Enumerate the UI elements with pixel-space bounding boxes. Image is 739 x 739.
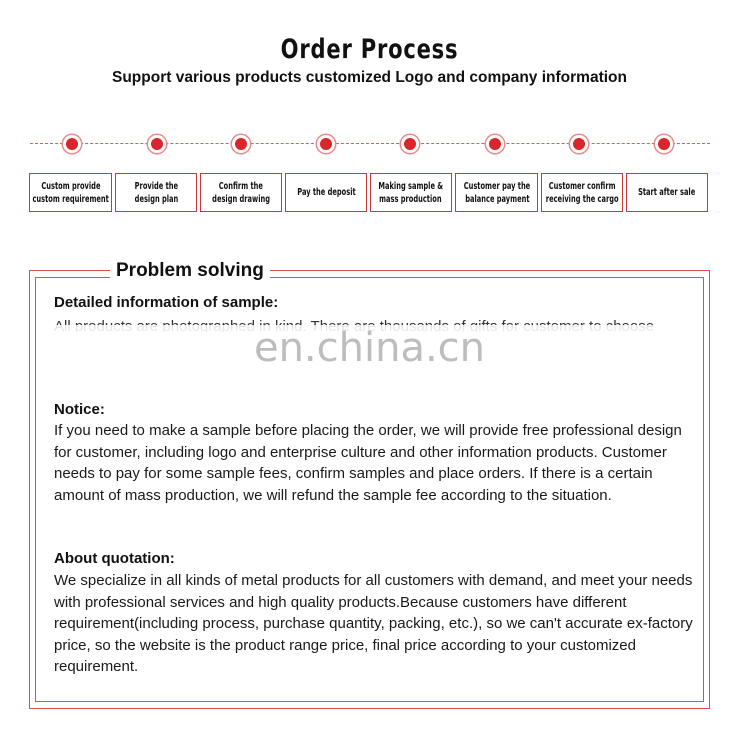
step-dot-icon: [63, 135, 81, 153]
notice-heading: Notice:: [54, 401, 105, 418]
step-dot-icon: [317, 135, 335, 153]
process-step-4: [285, 173, 367, 212]
process-timeline: [30, 143, 710, 144]
process-step-2: [115, 173, 197, 212]
process-step-3: [200, 173, 282, 212]
step-dot-icon: [232, 135, 250, 153]
process-step-7: [541, 173, 623, 212]
process-step-1: [29, 173, 112, 212]
step-dot-icon: [486, 135, 504, 153]
step-dot-icon: [655, 135, 673, 153]
page-subtitle: Support various products customized Logo and company information: [112, 69, 627, 86]
problem-solving-title: Problem solving: [110, 260, 270, 282]
step-dot-icon: [401, 135, 419, 153]
step-label-line2: design drawing: [212, 193, 270, 205]
process-step-8: [626, 173, 708, 212]
step-label-line2: receiving the cargo: [545, 193, 619, 205]
step-label-line1: Customer confirm: [548, 180, 616, 192]
step-dot-icon: [570, 135, 588, 153]
sample-heading: Detailed information of sample:: [54, 294, 279, 311]
quotation-text: We specialize in all kinds of metal products for all customers with demand, and meet your needs with professional services and high quality products.Because customers have different requirement(including process, purchase quantity, packing, etc.), so we can't accurate ex-factory price, so the website is the product range price, final price according to your customized requirement.: [54, 572, 693, 675]
watermark: en.china.cn: [253, 325, 486, 371]
step-label-line1: Custom provide: [40, 180, 101, 192]
notice-text: If you need to make a sample before placing the order, we will provide free professional design for customer, including logo and enterprise culture and other information products. Customer needs to pay for some sample fees, confirm samples and place orders. If there is a certain amount of mass production, we will refund the sample fee according to the situation.: [54, 422, 682, 504]
step-label-line1: Provide the: [134, 180, 178, 192]
process-step-6: [455, 173, 538, 212]
step-label-line1: Confirm the: [218, 180, 264, 192]
step-label-line2: mass production: [379, 193, 443, 205]
quotation-heading: About quotation:: [54, 550, 175, 567]
step-label-line1: Making sample &: [378, 180, 444, 192]
step-label-line2: custom requirement: [32, 193, 109, 205]
step-label-line2: design plan: [134, 193, 178, 205]
step-label-line1: Customer pay the: [463, 180, 530, 192]
page-title: Order Process: [280, 34, 459, 65]
step-dot-icon: [148, 135, 166, 153]
step-label-line1: Pay the deposit: [296, 187, 356, 198]
step-label-line2: balance payment: [464, 193, 529, 205]
step-label-line1: Start after sale: [638, 187, 696, 198]
process-step-5: [370, 173, 452, 212]
